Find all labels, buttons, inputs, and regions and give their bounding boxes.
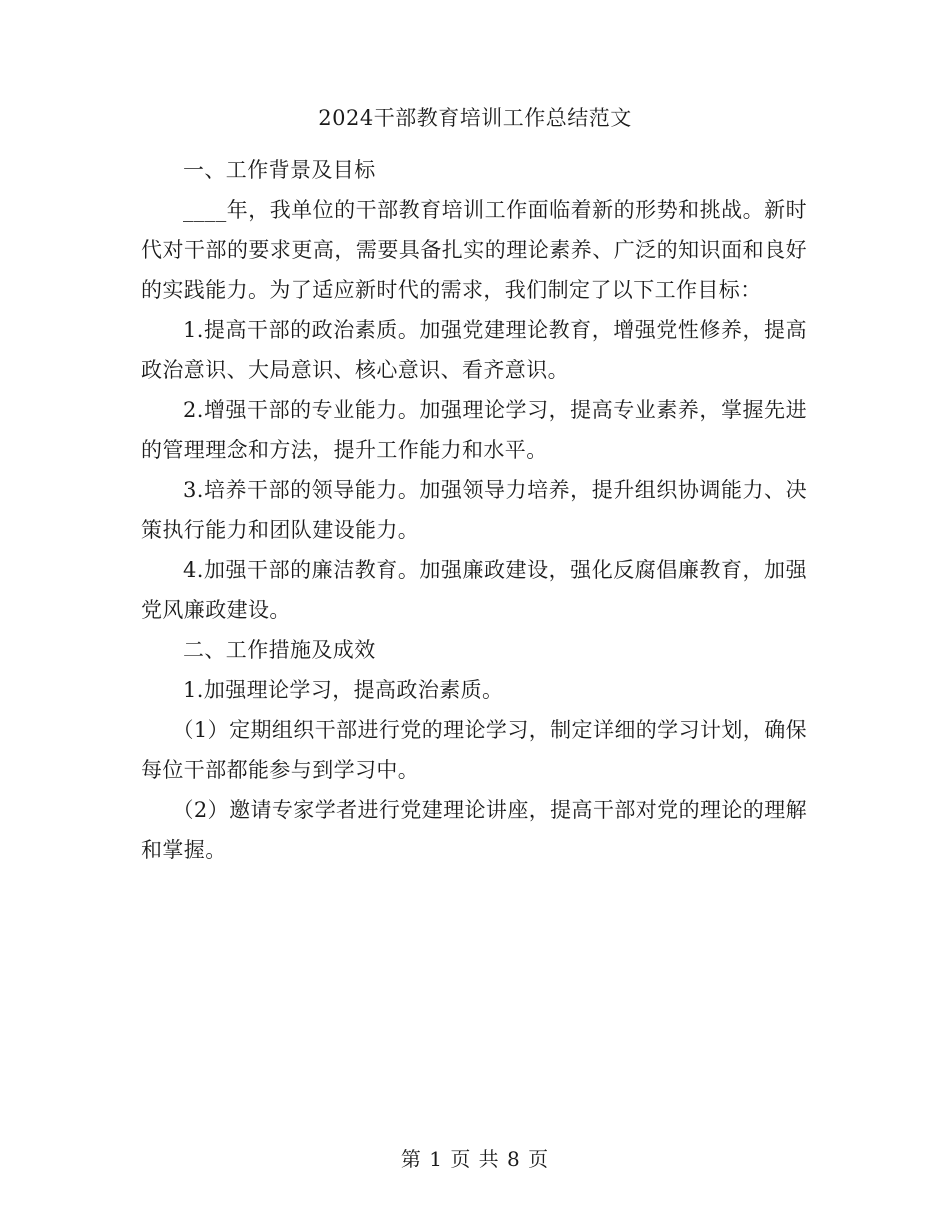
measure-item-1: 1.加强理论学习，提高政治素质。 — [183, 678, 504, 702]
paragraph-background: ____年，我单位的干部教育培训工作面临着新的形势和挑战。新时代对干部的要求更高，需要具备扎实的理论素养、广泛的知识面和良好的实践能力。为了适应新时代的需求，我们制定了以下工作目标： — [141, 198, 807, 302]
goal-item-4: 4.加强干部的廉洁教育。加强廉政建设，强化反腐倡廉教育，加强党风廉政建设。 — [141, 558, 807, 622]
measure-subitem-1: （1）定期组织干部进行党的理论学习，制定详细的学习计划，确保每位干部都能参与到学习中。 — [141, 718, 807, 782]
section-heading-1: 一、工作背景及目标 — [183, 158, 376, 182]
goal-item-2: 2.增强干部的专业能力。加强理论学习，提高专业素养，掌握先进的管理理念和方法，提升工作能力和水平。 — [141, 398, 807, 462]
page-number: 第 1 页 共 8 页 — [400, 1147, 550, 1171]
goal-item-3: 3.培养干部的领导能力。加强领导力培养，提升组织协调能力、决策执行能力和团队建设能力。 — [141, 478, 807, 542]
document-title: 2024干部教育培训工作总结范文 — [318, 106, 632, 130]
measure-subitem-2: （2）邀请专家学者进行党建理论讲座，提高干部对党的理论的理解和掌握。 — [141, 798, 807, 862]
goal-item-1: 1.提高干部的政治素质。加强党建理论教育，增强党性修养，提高政治意识、大局意识、核心意识、看齐意识。 — [141, 318, 807, 382]
section-heading-2: 二、工作措施及成效 — [183, 638, 376, 662]
document-body — [141, 150, 807, 870]
